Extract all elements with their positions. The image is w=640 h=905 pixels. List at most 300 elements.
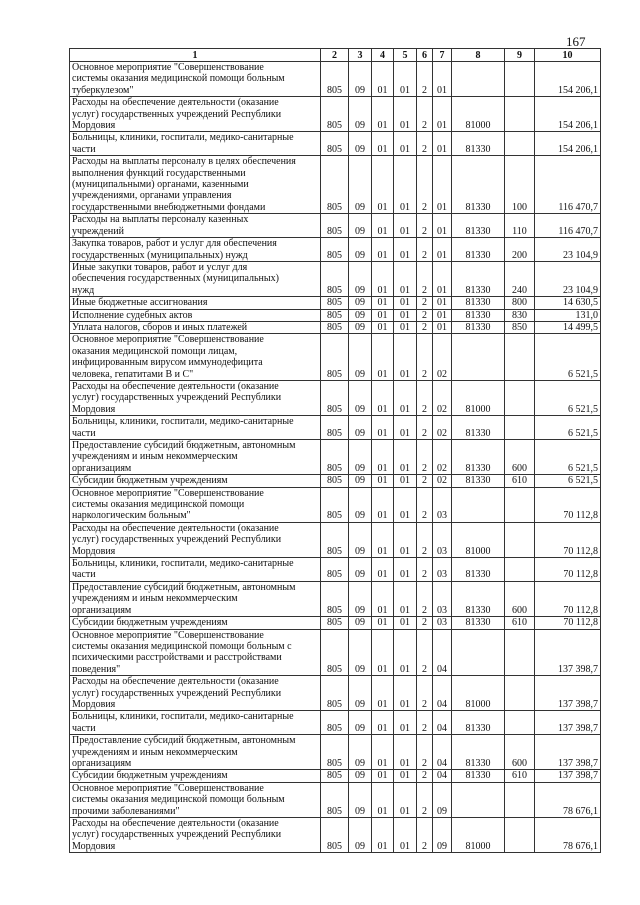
- expense-name-line: части: [72, 143, 96, 155]
- code-direction-cell: 81330: [452, 770, 505, 782]
- code-subsection-cell: 01: [372, 522, 394, 557]
- code-program-cell: 01: [394, 440, 417, 475]
- code-expense-type-cell: 200: [505, 238, 535, 262]
- table-row: [70, 214, 601, 238]
- expense-name-line: Расходы на выплаты персоналу в целях обеспечения: [72, 156, 296, 168]
- code-subprogram-cell: 2: [417, 62, 433, 97]
- code-direction-cell: 81330: [452, 156, 505, 214]
- code-admin-cell: 805: [321, 782, 349, 817]
- code-direction-cell: 81000: [452, 818, 505, 853]
- expense-name-cell: [70, 309, 321, 321]
- code-section-cell: 09: [349, 440, 372, 475]
- expense-name-line: инфицированным вирусом иммунодефицита: [72, 357, 263, 369]
- code-admin-cell: 805: [321, 818, 349, 853]
- expense-name-line: наркологическим больным": [72, 510, 191, 522]
- header-cell: 2: [321, 49, 349, 62]
- code-subprogram-cell: 2: [417, 676, 433, 711]
- code-event-cell: 09: [433, 818, 452, 853]
- expense-name-line: туберкулезом": [72, 84, 134, 96]
- table-row: [70, 416, 601, 440]
- code-admin-cell: 805: [321, 475, 349, 487]
- table-row: [70, 97, 601, 132]
- expense-name-line: Расходы на обеспечение деятельности (оказание: [72, 818, 279, 829]
- expense-name-line: системы оказания медицинской помощи больным с: [72, 640, 292, 652]
- code-program-cell: 01: [394, 97, 417, 132]
- header-cell: 10: [535, 49, 601, 62]
- amount-cell: 137 398,7: [535, 711, 601, 735]
- code-subsection-cell: 01: [372, 334, 394, 381]
- expense-name-cell: [70, 629, 321, 676]
- expense-name-line: Субсидии бюджетным учреждениям: [72, 475, 228, 487]
- header-cell: 3: [349, 49, 372, 62]
- code-subprogram-cell: 2: [417, 711, 433, 735]
- code-program-cell: 01: [394, 261, 417, 296]
- expense-name-cell: [70, 735, 321, 770]
- table-row: [70, 380, 601, 415]
- code-admin-cell: 805: [321, 309, 349, 321]
- code-subprogram-cell: 2: [417, 770, 433, 782]
- code-expense-type-cell: 100: [505, 156, 535, 214]
- expense-name-line: Основное мероприятие "Совершенствование: [72, 487, 264, 499]
- code-admin-cell: 805: [321, 581, 349, 616]
- code-direction-cell: 81330: [452, 309, 505, 321]
- expense-name-line: Расходы на обеспечение деятельности (оказание: [72, 522, 279, 534]
- table-row: [70, 321, 601, 333]
- code-program-cell: 01: [394, 334, 417, 381]
- table-row: [70, 261, 601, 296]
- code-subprogram-cell: 2: [417, 818, 433, 853]
- amount-cell: 154 206,1: [535, 62, 601, 97]
- code-subprogram-cell: 2: [417, 522, 433, 557]
- code-subprogram-cell: 2: [417, 321, 433, 333]
- code-section-cell: 09: [349, 297, 372, 309]
- code-direction-cell: 81330: [452, 214, 505, 238]
- code-event-cell: 04: [433, 676, 452, 711]
- table-row: [70, 770, 601, 782]
- code-subprogram-cell: 2: [417, 309, 433, 321]
- expense-name-line: учреждениями, органами управления: [72, 190, 232, 202]
- table-row: [70, 818, 601, 853]
- expense-name-cell: [70, 440, 321, 475]
- expense-name-cell: [70, 238, 321, 262]
- expense-name-line: части: [72, 427, 96, 439]
- code-section-cell: 09: [349, 416, 372, 440]
- code-subprogram-cell: 2: [417, 617, 433, 629]
- code-section-cell: 09: [349, 334, 372, 381]
- code-subprogram-cell: 2: [417, 735, 433, 770]
- code-expense-type-cell: 610: [505, 770, 535, 782]
- expense-name-cell: [70, 558, 321, 582]
- code-subprogram-cell: 2: [417, 558, 433, 582]
- code-subprogram-cell: 2: [417, 416, 433, 440]
- expense-name-line: Субсидии бюджетным учреждениям: [72, 617, 228, 629]
- code-program-cell: 01: [394, 782, 417, 817]
- amount-cell: 70 112,8: [535, 487, 601, 522]
- code-program-cell: 01: [394, 62, 417, 97]
- code-admin-cell: 805: [321, 416, 349, 440]
- header-cell: 5: [394, 49, 417, 62]
- expense-name-line: Мордовия: [72, 545, 116, 557]
- code-section-cell: 09: [349, 62, 372, 97]
- code-expense-type-cell: [505, 818, 535, 853]
- expense-name-cell: [70, 62, 321, 97]
- expense-name-line: Исполнение судебных актов: [72, 309, 193, 321]
- code-section-cell: 09: [349, 380, 372, 415]
- expense-name-line: услуг) государственных учреждений Республики: [72, 108, 282, 120]
- code-admin-cell: 805: [321, 440, 349, 475]
- code-program-cell: 01: [394, 818, 417, 853]
- expense-name-line: услуг) государственных учреждений Республики: [72, 687, 282, 699]
- code-program-cell: 01: [394, 522, 417, 557]
- code-section-cell: 09: [349, 487, 372, 522]
- code-subprogram-cell: 2: [417, 238, 433, 262]
- table-row: [70, 581, 601, 616]
- amount-cell: 70 112,8: [535, 581, 601, 616]
- amount-cell: 137 398,7: [535, 629, 601, 676]
- code-expense-type-cell: 830: [505, 309, 535, 321]
- code-subsection-cell: 01: [372, 475, 394, 487]
- code-event-cell: 01: [433, 309, 452, 321]
- code-direction-cell: 81330: [452, 581, 505, 616]
- table-row: [70, 309, 601, 321]
- code-admin-cell: 805: [321, 334, 349, 381]
- expense-name-line: услуг) государственных учреждений Республики: [72, 829, 282, 841]
- code-subprogram-cell: 2: [417, 214, 433, 238]
- code-admin-cell: 805: [321, 261, 349, 296]
- code-subprogram-cell: 2: [417, 297, 433, 309]
- code-expense-type-cell: [505, 711, 535, 735]
- expense-name-cell: [70, 97, 321, 132]
- code-direction-cell: [452, 629, 505, 676]
- amount-cell: 131,0: [535, 309, 601, 321]
- expense-name-line: Иные бюджетные ассигнования: [72, 297, 208, 309]
- table-row: [70, 156, 601, 214]
- header-cell: 7: [433, 49, 452, 62]
- code-admin-cell: 805: [321, 629, 349, 676]
- expense-name-line: учреждениям и иным некоммерческим: [72, 451, 238, 463]
- expense-name-line: поведения": [72, 663, 121, 675]
- code-program-cell: 01: [394, 770, 417, 782]
- table-row: [70, 475, 601, 487]
- code-expense-type-cell: [505, 416, 535, 440]
- code-direction-cell: [452, 487, 505, 522]
- code-subprogram-cell: 2: [417, 156, 433, 214]
- expense-name-cell: [70, 334, 321, 381]
- expense-name-cell: [70, 132, 321, 156]
- code-expense-type-cell: 600: [505, 735, 535, 770]
- code-event-cell: 03: [433, 581, 452, 616]
- code-subprogram-cell: 2: [417, 97, 433, 132]
- code-subsection-cell: 01: [372, 97, 394, 132]
- expense-name-cell: [70, 487, 321, 522]
- code-direction-cell: 81330: [452, 297, 505, 309]
- table-row: [70, 617, 601, 629]
- expense-name-line: Мордовия: [72, 403, 116, 415]
- expense-name-line: системы оказания медицинской помощи больным: [72, 794, 285, 806]
- code-expense-type-cell: [505, 380, 535, 415]
- header-cell: 1: [70, 49, 321, 62]
- amount-cell: 6 521,5: [535, 416, 601, 440]
- amount-cell: 154 206,1: [535, 97, 601, 132]
- expense-name-line: учреждений: [72, 225, 124, 237]
- expense-name-line: выполнения функций государственными: [72, 167, 246, 179]
- code-direction-cell: 81330: [452, 617, 505, 629]
- code-event-cell: 01: [433, 214, 452, 238]
- table-row: [70, 782, 601, 817]
- code-direction-cell: 81330: [452, 416, 505, 440]
- expense-name-line: части: [72, 569, 96, 581]
- code-direction-cell: 81330: [452, 475, 505, 487]
- expense-name-line: Субсидии бюджетным учреждениям: [72, 770, 228, 782]
- code-program-cell: 01: [394, 380, 417, 415]
- header-row: [70, 49, 601, 62]
- expense-name-cell: [70, 321, 321, 333]
- amount-cell: 6 521,5: [535, 380, 601, 415]
- expense-name-line: Основное мероприятие "Совершенствование: [72, 62, 264, 73]
- code-program-cell: 01: [394, 711, 417, 735]
- expense-name-cell: [70, 475, 321, 487]
- code-section-cell: 09: [349, 617, 372, 629]
- expense-name-line: прочими заболеваниями": [72, 805, 180, 817]
- code-subsection-cell: 01: [372, 782, 394, 817]
- code-subsection-cell: 01: [372, 62, 394, 97]
- expense-name-cell: [70, 522, 321, 557]
- amount-cell: 14 630,5: [535, 297, 601, 309]
- expense-name-line: обеспечения государственных (муниципальных): [72, 273, 279, 285]
- expense-name-cell: [70, 676, 321, 711]
- code-admin-cell: 805: [321, 62, 349, 97]
- expense-name-line: Иные закупки товаров, работ и услуг для: [72, 261, 248, 273]
- code-admin-cell: 805: [321, 156, 349, 214]
- code-direction-cell: 81000: [452, 380, 505, 415]
- code-subprogram-cell: 2: [417, 440, 433, 475]
- code-section-cell: 09: [349, 132, 372, 156]
- code-admin-cell: 805: [321, 97, 349, 132]
- code-event-cell: 02: [433, 475, 452, 487]
- code-expense-type-cell: [505, 334, 535, 381]
- code-subprogram-cell: 2: [417, 487, 433, 522]
- code-direction-cell: [452, 782, 505, 817]
- amount-cell: 137 398,7: [535, 676, 601, 711]
- header-cell: 4: [372, 49, 394, 62]
- code-direction-cell: 81330: [452, 735, 505, 770]
- expense-name-line: организациям: [72, 462, 132, 474]
- code-section-cell: 09: [349, 522, 372, 557]
- table-header: [70, 49, 601, 62]
- code-subsection-cell: 01: [372, 238, 394, 262]
- amount-cell: 70 112,8: [535, 558, 601, 582]
- code-program-cell: 01: [394, 735, 417, 770]
- code-expense-type-cell: [505, 522, 535, 557]
- budget-table: [69, 48, 601, 853]
- code-event-cell: 04: [433, 770, 452, 782]
- expense-name-line: Основное мероприятие "Совершенствование: [72, 334, 264, 346]
- code-event-cell: 01: [433, 97, 452, 132]
- code-section-cell: 09: [349, 321, 372, 333]
- code-subsection-cell: 01: [372, 440, 394, 475]
- code-subsection-cell: 01: [372, 132, 394, 156]
- code-subsection-cell: 01: [372, 156, 394, 214]
- code-subsection-cell: 01: [372, 735, 394, 770]
- code-section-cell: 09: [349, 711, 372, 735]
- expense-name-line: учреждениям и иным некоммерческим: [72, 746, 238, 758]
- code-expense-type-cell: [505, 676, 535, 711]
- code-subsection-cell: 01: [372, 487, 394, 522]
- code-section-cell: 09: [349, 97, 372, 132]
- code-event-cell: 01: [433, 297, 452, 309]
- expense-name-line: услуг) государственных учреждений Республики: [72, 534, 282, 546]
- code-admin-cell: 805: [321, 676, 349, 711]
- amount-cell: 137 398,7: [535, 735, 601, 770]
- code-admin-cell: 805: [321, 735, 349, 770]
- code-subprogram-cell: 2: [417, 261, 433, 296]
- expense-name-line: Предоставление субсидий бюджетным, автономным: [72, 735, 296, 747]
- code-program-cell: 01: [394, 156, 417, 214]
- code-section-cell: 09: [349, 735, 372, 770]
- expense-name-cell: [70, 770, 321, 782]
- amount-cell: 14 499,5: [535, 321, 601, 333]
- code-admin-cell: 805: [321, 297, 349, 309]
- code-direction-cell: 81330: [452, 238, 505, 262]
- expense-name-cell: [70, 214, 321, 238]
- expense-name-line: человека, гепатитами В и С": [72, 368, 194, 380]
- header-cell: 9: [505, 49, 535, 62]
- code-subsection-cell: 01: [372, 629, 394, 676]
- code-admin-cell: 805: [321, 238, 349, 262]
- code-program-cell: 01: [394, 297, 417, 309]
- code-direction-cell: 81330: [452, 711, 505, 735]
- expense-name-line: учреждениям и иным некоммерческим: [72, 593, 238, 605]
- table-row: [70, 62, 601, 97]
- code-admin-cell: 805: [321, 380, 349, 415]
- expense-name-line: части: [72, 722, 96, 734]
- code-section-cell: 09: [349, 581, 372, 616]
- amount-cell: 6 521,5: [535, 475, 601, 487]
- code-program-cell: 01: [394, 238, 417, 262]
- code-event-cell: 01: [433, 62, 452, 97]
- code-direction-cell: 81330: [452, 558, 505, 582]
- code-section-cell: 09: [349, 214, 372, 238]
- code-admin-cell: 805: [321, 770, 349, 782]
- code-expense-type-cell: 240: [505, 261, 535, 296]
- expense-name-cell: [70, 261, 321, 296]
- expense-name-line: психическими расстройствами и расстройствами: [72, 652, 282, 664]
- code-subsection-cell: 01: [372, 380, 394, 415]
- expense-name-cell: [70, 711, 321, 735]
- expense-name-line: Больницы, клиники, госпитали, медико-санитарные: [72, 558, 294, 570]
- expense-name-line: Мордовия: [72, 840, 116, 852]
- expense-name-line: Расходы на выплаты персоналу казенных: [72, 214, 249, 226]
- expense-name-line: Больницы, клиники, госпитали, медико-санитарные: [72, 711, 294, 723]
- code-subsection-cell: 01: [372, 617, 394, 629]
- expense-name-line: Уплата налогов, сборов и иных платежей: [72, 321, 248, 333]
- code-section-cell: 09: [349, 676, 372, 711]
- expense-name-line: услуг) государственных учреждений Республики: [72, 392, 282, 404]
- code-direction-cell: 81000: [452, 676, 505, 711]
- code-expense-type-cell: 600: [505, 440, 535, 475]
- table-row: [70, 522, 601, 557]
- expense-name-line: Расходы на обеспечение деятельности (оказание: [72, 676, 279, 688]
- code-subsection-cell: 01: [372, 261, 394, 296]
- code-event-cell: 02: [433, 416, 452, 440]
- code-expense-type-cell: [505, 629, 535, 676]
- code-program-cell: 01: [394, 629, 417, 676]
- code-program-cell: 01: [394, 132, 417, 156]
- code-expense-type-cell: [505, 487, 535, 522]
- expense-name-line: Предоставление субсидий бюджетным, автономным: [72, 581, 296, 593]
- code-subprogram-cell: 2: [417, 380, 433, 415]
- expense-name-line: Расходы на обеспечение деятельности (оказание: [72, 380, 279, 392]
- amount-cell: 116 470,7: [535, 214, 601, 238]
- code-event-cell: 01: [433, 238, 452, 262]
- code-expense-type-cell: [505, 558, 535, 582]
- code-program-cell: 01: [394, 676, 417, 711]
- expense-name-line: Расходы на обеспечение деятельности (оказание: [72, 97, 279, 109]
- amount-cell: 23 104,9: [535, 261, 601, 296]
- expense-name-cell: [70, 617, 321, 629]
- code-event-cell: 01: [433, 321, 452, 333]
- code-subprogram-cell: 2: [417, 132, 433, 156]
- expense-name-cell: [70, 818, 321, 853]
- code-expense-type-cell: [505, 62, 535, 97]
- code-expense-type-cell: [505, 782, 535, 817]
- code-admin-cell: 805: [321, 132, 349, 156]
- expense-name-line: государственных (муниципальных) нужд: [72, 249, 248, 261]
- expense-name-line: Основное мероприятие "Совершенствование: [72, 629, 264, 641]
- code-section-cell: 09: [349, 309, 372, 321]
- code-event-cell: 03: [433, 487, 452, 522]
- code-event-cell: 09: [433, 782, 452, 817]
- code-expense-type-cell: 610: [505, 617, 535, 629]
- code-subsection-cell: 01: [372, 321, 394, 333]
- code-event-cell: 03: [433, 558, 452, 582]
- code-admin-cell: 805: [321, 558, 349, 582]
- code-direction-cell: 81330: [452, 132, 505, 156]
- table-row: [70, 676, 601, 711]
- code-admin-cell: 805: [321, 617, 349, 629]
- code-program-cell: 01: [394, 487, 417, 522]
- expense-name-line: нужд: [72, 284, 95, 296]
- code-expense-type-cell: 600: [505, 581, 535, 616]
- expense-name-cell: [70, 156, 321, 214]
- page-number: 167: [566, 34, 586, 49]
- code-event-cell: 01: [433, 132, 452, 156]
- code-direction-cell: 81000: [452, 97, 505, 132]
- code-event-cell: 04: [433, 735, 452, 770]
- code-expense-type-cell: [505, 97, 535, 132]
- amount-cell: 6 521,5: [535, 334, 601, 381]
- expense-name-line: Больницы, клиники, госпитали, медико-санитарные: [72, 416, 294, 428]
- code-program-cell: 01: [394, 321, 417, 333]
- expense-name-cell: [70, 297, 321, 309]
- table-row: [70, 711, 601, 735]
- expense-name-cell: [70, 416, 321, 440]
- code-program-cell: 01: [394, 581, 417, 616]
- code-event-cell: 04: [433, 629, 452, 676]
- header-cell: 6: [417, 49, 433, 62]
- code-subsection-cell: 01: [372, 558, 394, 582]
- code-subsection-cell: 01: [372, 818, 394, 853]
- table-row: [70, 297, 601, 309]
- table-row: [70, 440, 601, 475]
- code-subsection-cell: 01: [372, 297, 394, 309]
- code-section-cell: 09: [349, 558, 372, 582]
- code-section-cell: 09: [349, 818, 372, 853]
- table-row: [70, 238, 601, 262]
- code-program-cell: 01: [394, 416, 417, 440]
- amount-cell: 6 521,5: [535, 440, 601, 475]
- code-subsection-cell: 01: [372, 416, 394, 440]
